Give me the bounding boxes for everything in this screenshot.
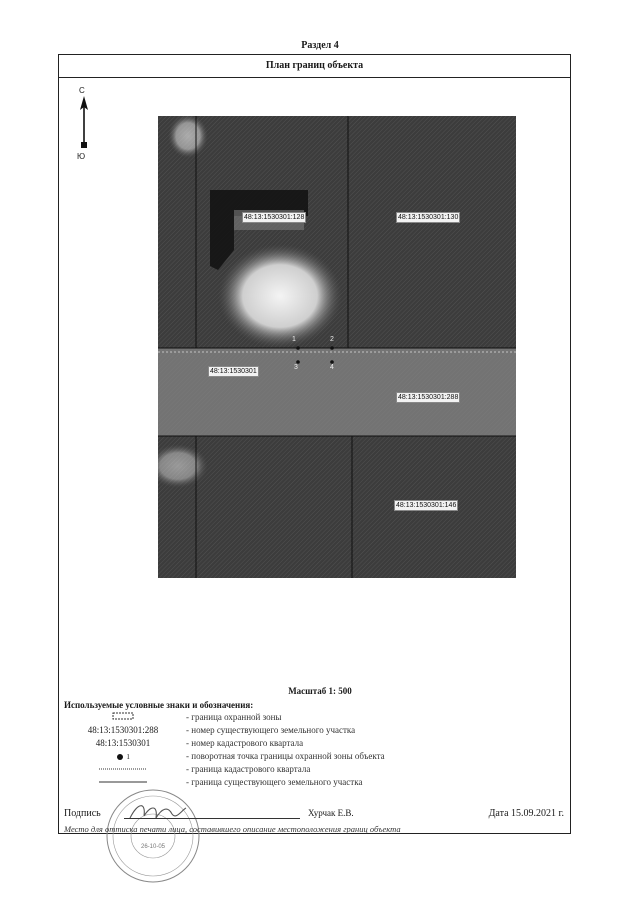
cadastral-map xyxy=(158,116,516,578)
dotted-line-icon xyxy=(99,766,147,772)
point-label: 4 xyxy=(330,364,334,371)
legend-symbol: 48:13:1530301:288 xyxy=(87,725,159,735)
point-label: 2 xyxy=(330,336,334,343)
legend-desc: - поворотная точка границы охранной зоны объекта xyxy=(186,751,385,761)
plan-title: План границ объекта xyxy=(59,55,570,78)
tree-area xyxy=(218,244,342,348)
section-title: Раздел 4 xyxy=(301,40,339,51)
legend-desc: - граница охранной зоны xyxy=(186,712,282,722)
legend-desc: - номер существующего земельного участка xyxy=(186,725,356,735)
legend-desc: - номер кадастрового квартала xyxy=(186,738,304,748)
compass-south-label: Ю xyxy=(77,152,86,161)
signature-date: Дата 15.09.2021 г. xyxy=(488,808,564,819)
legend-desc: - граница кадастрового квартала xyxy=(186,764,311,774)
legend-title: Используемые условные знаки и обозначения: xyxy=(64,700,254,710)
legend-symbol: 1 xyxy=(126,753,130,761)
compass xyxy=(72,86,96,166)
dot-icon xyxy=(116,753,124,761)
parcel-label: 48:13:1530301:128 xyxy=(244,214,305,221)
signer-name: Хурчак Е.В. xyxy=(308,808,354,818)
solid-line-icon xyxy=(99,779,147,785)
dashed-rect-icon xyxy=(112,712,134,720)
map-hatch xyxy=(158,116,516,578)
road-strip xyxy=(158,348,516,436)
parcel-label: 48:13:1530301:130 xyxy=(398,214,459,221)
quarter-label: 48:13:1530301 xyxy=(210,368,257,375)
legend-row xyxy=(64,712,504,725)
north-arrow-icon xyxy=(72,96,96,156)
tree-area-2 xyxy=(168,116,208,158)
point-label: 1 xyxy=(292,336,296,343)
svg-text:26-10-05: 26-10-05 xyxy=(140,844,166,850)
turning-point xyxy=(330,346,334,350)
point-label: 3 xyxy=(294,364,298,371)
legend-row xyxy=(64,738,504,751)
signature-label: Подпись xyxy=(64,808,101,819)
stamp-caption: Место для оттиска печати лица, составившего описание местоположения границ объекта xyxy=(64,824,401,834)
legend-row xyxy=(64,764,504,777)
turning-point xyxy=(296,346,300,350)
legend-symbol: 48:13:1530301 xyxy=(95,738,151,748)
legend-desc: - граница существующего земельного участка xyxy=(186,777,363,787)
legend-row xyxy=(64,751,504,764)
handwritten-signature xyxy=(128,800,188,824)
parcel-label: 48:13:1530301:288 xyxy=(398,394,459,401)
legend-row xyxy=(64,725,504,738)
compass-north-label: С xyxy=(79,86,85,95)
signature-line xyxy=(124,818,300,819)
parcel-label: 48:13:1530301:146 xyxy=(396,502,457,509)
scale-label: Масштаб 1: 500 xyxy=(288,686,352,696)
